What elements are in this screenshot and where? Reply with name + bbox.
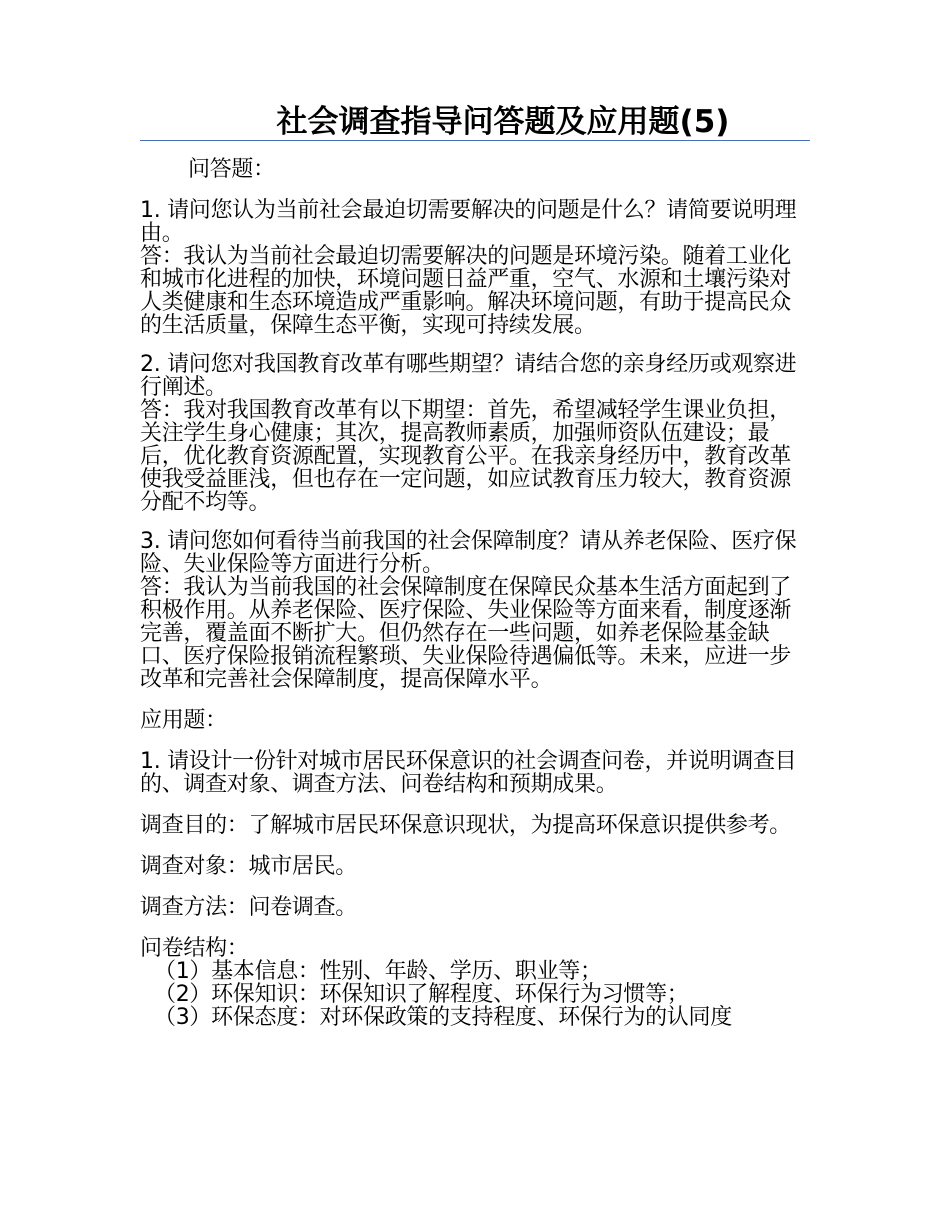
document-title: 社会调查指导问答题及应用题(5)	[276, 104, 730, 140]
qa-question: 2. 请问您对我国教育改革有哪些期望？请结合您的亲身经历或观察进行阐述。	[140, 352, 797, 400]
title-underline	[140, 140, 810, 141]
structure-item-basic-info: （1）基本信息：性别、年龄、学历、职业等；	[154, 959, 602, 984]
qa-item-2	[140, 353, 810, 514]
qa-question: 3. 请问您如何看待当前我国的社会保障制度？请从养老保险、医疗保险、失业保险等方面进行分析。	[140, 529, 797, 577]
qa-item-1	[140, 199, 810, 337]
qa-answer: 答：我认为当前我国的社会保障制度在保障民众基本生活方面起到了积极作用。从养老保险、医疗保险、失业保险等方面来看，制度逐渐完善，覆盖面不断扩大。但仍然存在一些问题，如养老保险基金缺口、医疗保险报销流程繁琐、失业保险待遇偏低等。未来，应进一步改革和完善社会保障制度，提高保障水平。	[140, 575, 792, 692]
application-question: 1. 请设计一份针对城市居民环保意识的社会调查问卷，并说明调查目的、调查对象、调查方法、问卷结构和预期成果。	[140, 749, 797, 797]
survey-method: 调查方法：问卷调查。	[140, 895, 358, 920]
structure-item-env-knowledge: （2）环保知识：环保知识了解程度、环保行为习惯等；	[154, 982, 689, 1007]
qa-section-heading: 问答题：	[188, 157, 275, 182]
survey-purpose: 调查目的：了解城市居民环保意识现状，为提高环保意识提供参考。	[140, 813, 792, 838]
qa-answer: 答：我认为当前社会最迫切需要解决的问题是环境污染。随着工业化和城市化进程的加快，环境问题日益严重，空气、水源和土壤污染对人类健康和生态环境造成严重影响。解决环境问题，有助于提高民众的生活质量，保障生态平衡，实现可持续发展。	[140, 244, 792, 338]
qa-item-3	[140, 530, 810, 691]
document-body	[140, 158, 810, 1029]
qa-question: 1. 请问您认为当前社会最迫切需要解决的问题是什么？请简要说明理由。	[140, 198, 797, 246]
qa-answer: 答：我对我国教育改革有以下期望：首先，希望减轻学生课业负担，关注学生身心健康；其次，提高教师素质，加强师资队伍建设；最后，优化教育资源配置，实现教育公平。在我亲身经历中，教育改革使我受益匪浅，但也存在一定问题，如应试教育压力较大，教育资源分配不均等。	[140, 398, 792, 515]
questionnaire-structure	[140, 937, 810, 1029]
application-section-heading: 应用题：	[140, 708, 227, 733]
structure-item-env-attitude: （3）环保态度：对环保政策的支持程度、环保行为的认同度	[154, 1005, 732, 1030]
structure-heading: 问卷结构：	[140, 936, 249, 961]
survey-target: 调查对象：城市居民。	[140, 854, 358, 879]
